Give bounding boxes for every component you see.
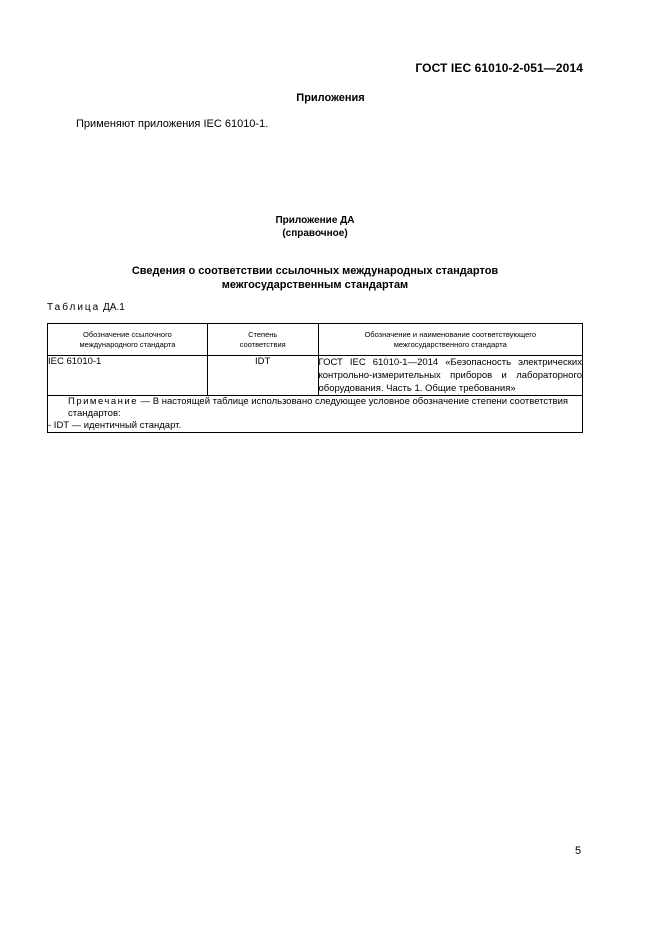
section-title	[0, 264, 630, 292]
header-intl-standard: Обозначение ссылочного международного стандарта	[48, 324, 208, 356]
page-number: 5	[575, 845, 582, 857]
table-label-word: Таблица	[47, 302, 101, 313]
correspondence-table	[47, 323, 583, 433]
table-label-number: ДА.1	[103, 302, 125, 313]
header-degree: Степень соответствия	[207, 324, 318, 356]
cell-interstate-standard: ГОСТ IEC 61010-1—2014 «Безопасность электрических контрольно-измерительных приборов и лабораторного оборудования. Часть 1. Общие требования»	[318, 357, 582, 394]
table-note-row	[48, 396, 583, 433]
table-row	[48, 356, 583, 396]
annexes-text: Применяют приложения IEC 61010-1.	[76, 118, 269, 130]
table-note	[48, 396, 583, 433]
table-header-row	[48, 324, 583, 356]
annex-da-heading: Приложение ДА	[275, 215, 355, 226]
section-title-line2: межгосударственным стандартам	[221, 279, 409, 291]
annex-da-title	[0, 214, 630, 240]
note-item: - IDT — идентичный стандарт.	[48, 420, 182, 431]
annexes-heading: Приложения	[296, 92, 365, 104]
standard-code: ГОСТ IEC 61010-2-051—2014	[415, 61, 583, 75]
cell-degree: IDT	[207, 356, 318, 396]
section-title-line1: Сведения о соответствии ссылочных международных стандартов	[131, 265, 499, 277]
note-head: Примечание	[68, 396, 138, 407]
table-label	[47, 302, 125, 313]
note-text: — В настоящей таблице использовано следующее условное обозначение степени соответствия стандартов:	[68, 396, 569, 419]
cell-intl-standard: IEC 61010-1	[48, 356, 208, 396]
header-interstate-standard: Обозначение и наименование соответствующего межгосударственного стандарта	[318, 324, 583, 356]
annex-da-subtitle: (справочное)	[282, 228, 348, 239]
